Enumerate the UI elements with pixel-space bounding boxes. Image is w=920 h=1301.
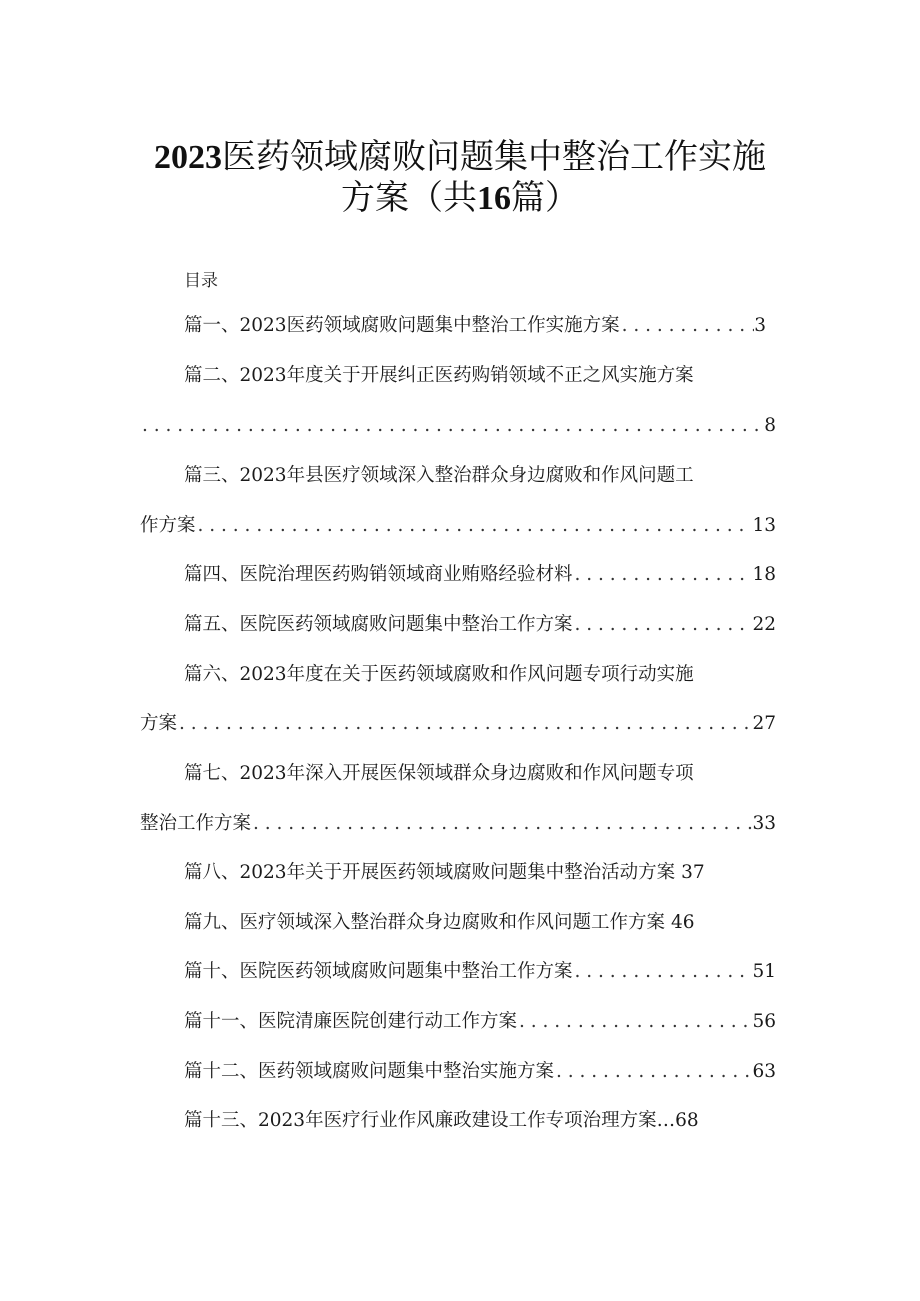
toc-entry-page: 18: [752, 564, 776, 585]
toc-entry-1[interactable]: [184, 313, 766, 339]
title-post: 篇）: [511, 178, 579, 218]
toc-leader-dots: [573, 562, 753, 588]
toc-entry-title: 整治工作方案: [140, 813, 252, 834]
toc-entry-2-line-1[interactable]: 篇二、2023年度关于开展纠正医药购销领域不正之风实施方案: [184, 365, 694, 386]
toc-entry-page: 22: [752, 614, 776, 635]
toc-entry-page: 8: [764, 415, 776, 436]
toc-entry-page: 51: [752, 961, 776, 982]
toc-entry-3[interactable]: [140, 513, 776, 539]
toc-entry-title: 篇八、2023年关于开展医药领域腐败问题集中整治活动方案: [184, 862, 676, 883]
toc-entry-9[interactable]: [184, 910, 776, 936]
toc-entry-title: 篇十一、医院清廉医院创建行动工作方案: [184, 1011, 518, 1032]
title-count: 16: [477, 180, 511, 217]
toc-entry-6[interactable]: [140, 711, 776, 737]
toc-leader-dots: [554, 1059, 752, 1085]
toc-entry-4[interactable]: [184, 562, 776, 588]
toc-entry-title: 篇九、医疗领域深入整治群众身边腐败和作风问题工作方案: [184, 912, 666, 933]
title-pre: 方案（共: [341, 178, 477, 218]
toc-entry-8[interactable]: [184, 860, 776, 886]
toc-entry-page: 3: [754, 315, 766, 336]
toc-entry-3-line-1[interactable]: 篇三、2023年县医疗领域深入整治群众身边腐败和作风问题工: [184, 465, 694, 486]
toc-entry-5[interactable]: [184, 612, 776, 638]
toc-leader-dots: [251, 811, 752, 837]
toc-entry-7-line-1[interactable]: 篇七、2023年深入开展医保领域群众身边腐败和作风问题专项: [184, 763, 694, 784]
title-text: 医药领域腐败问题集中整治工作实施: [222, 137, 766, 177]
toc-entry-page: 33: [752, 813, 776, 834]
toc-entry-title: 篇十三、2023年医疗行业作风廉政建设工作专项治理方案…: [184, 1110, 676, 1131]
toc-entry-title: 方案: [140, 713, 178, 734]
toc-entry-13[interactable]: [184, 1108, 776, 1134]
toc-leader-dots: [140, 413, 764, 439]
toc-entry-page: 56: [752, 1011, 776, 1032]
toc-entry-page: 68: [675, 1110, 699, 1131]
toc-entry-11[interactable]: [184, 1009, 776, 1035]
toc-entry-title: 篇十、医院医药领域腐败问题集中整治工作方案: [184, 961, 573, 982]
toc-entry-7[interactable]: [140, 811, 776, 837]
toc-entry-2[interactable]: [140, 413, 776, 439]
toc-entry-title: 篇一、2023医药领域腐败问题集中整治工作实施方案: [184, 315, 620, 336]
toc-heading: 目录: [184, 271, 218, 291]
toc-entry-title: 作方案: [140, 515, 196, 536]
toc-entry-page: 63: [752, 1061, 776, 1082]
toc-leader-dots: [177, 711, 752, 737]
toc-leader-dots: [196, 513, 753, 539]
toc-leader-dots: [573, 959, 753, 985]
toc-entry-12[interactable]: [184, 1059, 776, 1085]
document-title-line-2: [100, 174, 820, 223]
toc-entry-title: 篇四、医院治理医药购销领域商业贿赂经验材料: [184, 564, 573, 585]
title-year: 2023: [154, 139, 222, 176]
toc-entry-page: 27: [752, 713, 776, 734]
toc-entry-10[interactable]: [184, 959, 776, 985]
toc-entry-page: 37: [681, 862, 705, 883]
toc-entry-6-line-1[interactable]: 篇六、2023年度在关于医药领域腐败和作风问题专项行动实施: [184, 664, 694, 685]
toc-entry-page: 46: [671, 912, 695, 933]
toc-leader-dots: [573, 612, 753, 638]
toc-leader-dots: [620, 313, 755, 339]
toc-entry-title: 篇五、医院医药领域腐败问题集中整治工作方案: [184, 614, 573, 635]
toc-leader-dots: [517, 1009, 752, 1035]
toc-entry-title: 篇十二、医药领域腐败问题集中整治实施方案: [184, 1061, 555, 1082]
toc-entry-page: 13: [752, 515, 776, 536]
